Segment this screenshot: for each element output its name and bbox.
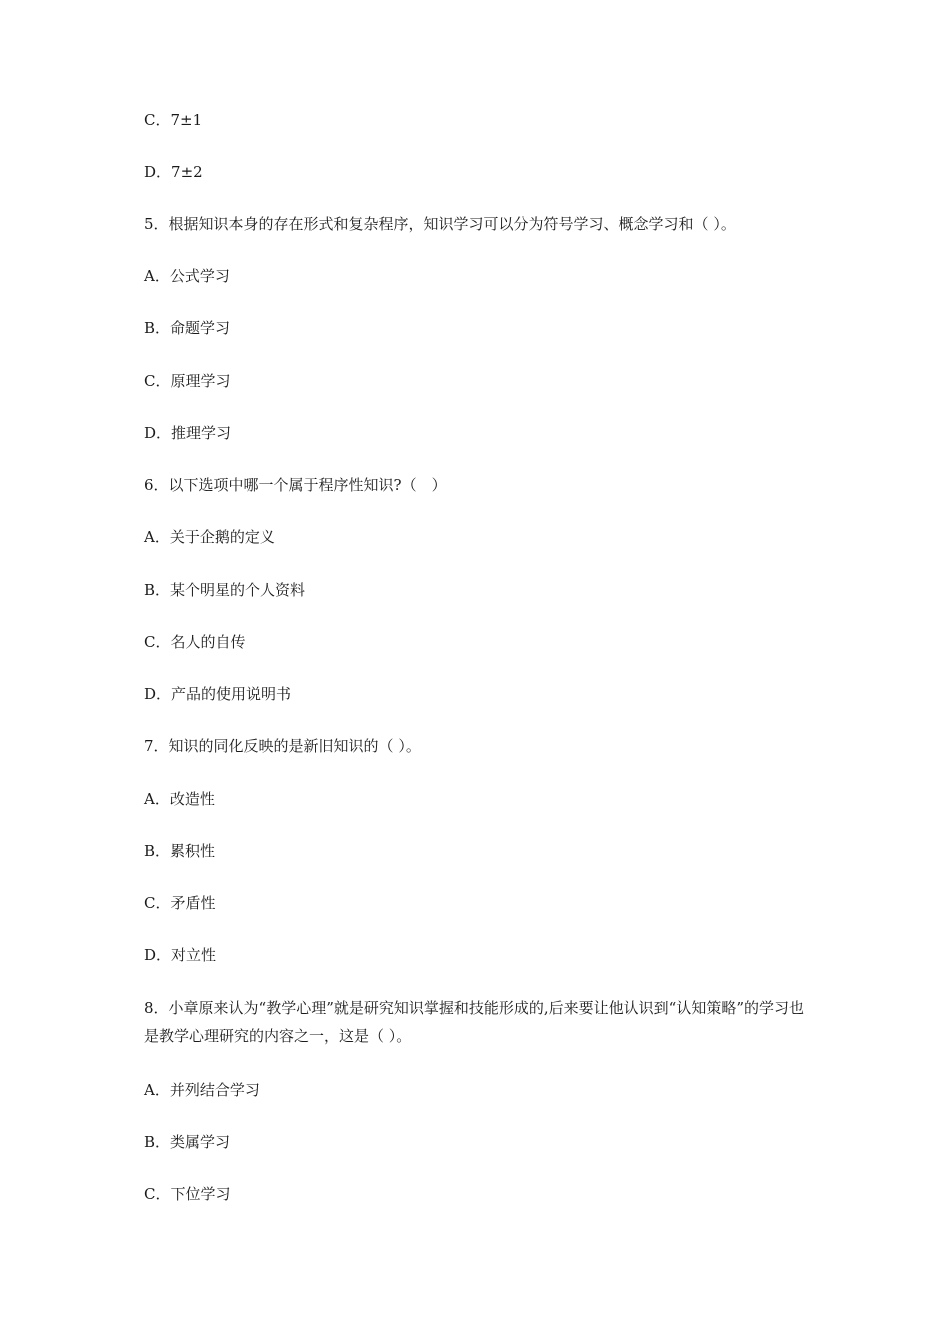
option-a-q8: A．并列结合学习 — [144, 1081, 260, 1099]
option-b-q6: B．某个明星的个人资料 — [144, 581, 306, 599]
option-d-q6: D．产品的使用说明书 — [144, 685, 292, 703]
option-c-q8: C．下位学习 — [144, 1185, 231, 1203]
option-d-q7: D．对立性 — [144, 946, 217, 964]
option-d-q5: D．推理学习 — [144, 424, 232, 442]
option-a-q7: A．改造性 — [144, 790, 215, 808]
option-b-q7: B．累积性 — [144, 842, 216, 860]
option-c-q4: C．7±1 — [144, 111, 203, 129]
option-a-q5: A．公式学习 — [144, 267, 230, 285]
question-5: 5．根据知识本身的存在形式和复杂程序，知识学习可以分为符号学习、概念学习和（ ）。 — [144, 215, 736, 233]
option-c-q7: C．矛盾性 — [144, 894, 216, 912]
option-c-q5: C．原理学习 — [144, 372, 231, 390]
option-d-q4: D．7±2 — [144, 163, 203, 181]
question-8: 8．小章原来认为“教学心理”就是研究知识掌握和技能形成的,后来要让他认识到“认知策略”的学习也是教学心理研究的内容之一，这是（ ）。 — [144, 999, 804, 1045]
option-c-q6: C．名人的自传 — [144, 633, 246, 651]
option-a-q6: A．关于企鹅的定义 — [144, 528, 275, 546]
question-7: 7．知识的同化反映的是新旧知识的（ ）。 — [144, 737, 421, 755]
option-b-q8: B．类属学习 — [144, 1133, 231, 1151]
option-b-q5: B．命题学习 — [144, 319, 231, 337]
question-6: 6．以下选项中哪一个属于程序性知识?（ ） — [144, 476, 447, 494]
